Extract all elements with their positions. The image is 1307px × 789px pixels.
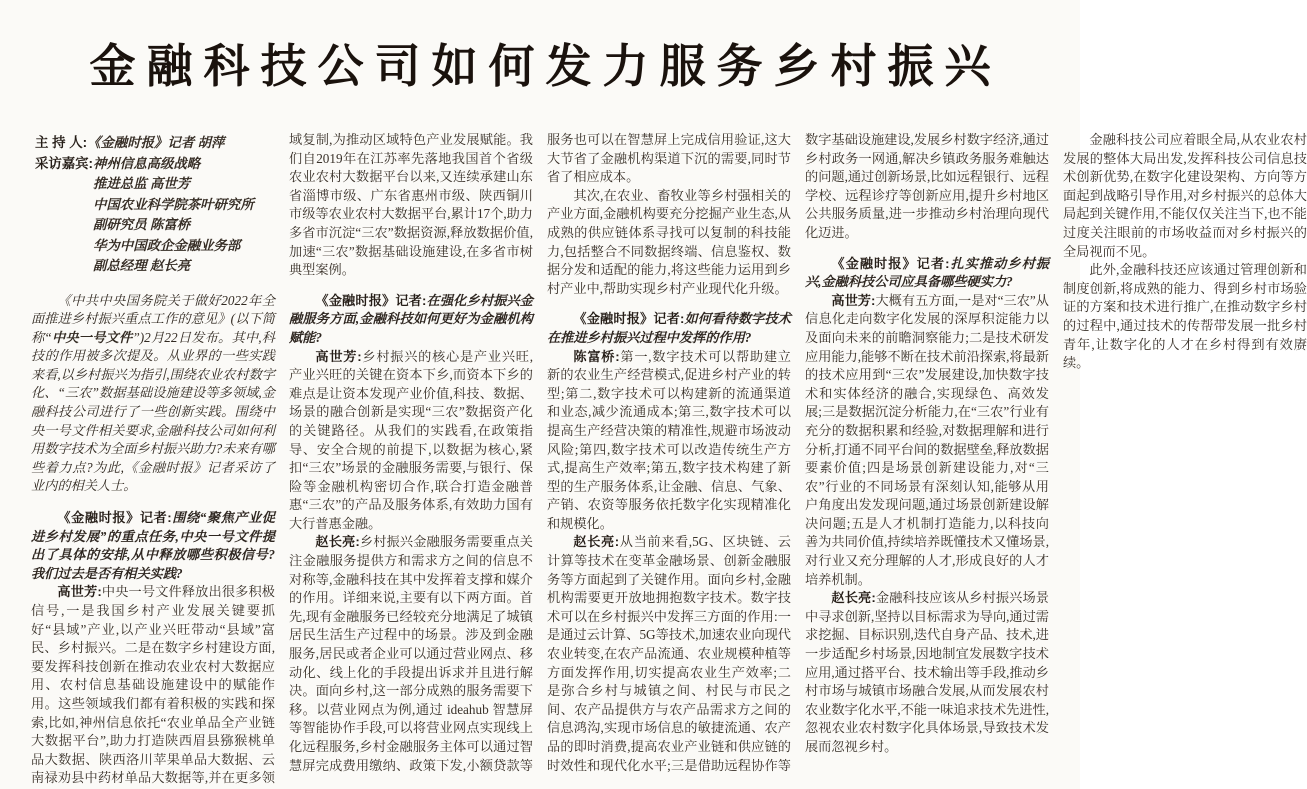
guest-line: 推进总监 高世芳 [93, 176, 191, 191]
body-paragraph [547, 187, 791, 299]
guest-line: 副研究员 陈富桥 [93, 217, 191, 232]
question-paragraph [547, 310, 791, 347]
guest-list [93, 154, 275, 277]
body-text: 其次,在农业、畜牧业等乡村强相关的产业方面,金融机构要充分挖掘产业生态,从成熟的供应链体系寻找可以复制的科技能力,包括整合不同数据终端、信息鉴权、数据分发和适配的能力,将这些能力运用到乡村产业中,帮助实现乡村产业现代化升级。 [547, 187, 791, 296]
answer-text: 中央一号文件释放出很多积极信号,一是我国乡村产业发展关键要抓好“县域”产业,以产业兴旺带动“县域”富民、乡村振兴。二是在数字乡村建设方面,要发挥科技创新在推动农业农村大数据应用、农村信息基础设施建设中的赋能作用。这些领域我们都有着积极的实践和探索,比如,神州信息依托“农业单品全产业链大数据平台”,助力打造陕西眉县猕猴桃单品大数据、陕西洛川苹果单品大数据、云南禄劝县中药材单品大数据等,并在更多领域复制,为推动区域特色产业发展赋能。我们自2019年在江苏率先落地我国首个省级农业农村大数据平台以来,又连续承建山东省淄博市级、广东省惠州市级、陕西铜川市级等农业农村大数据平台,累计17个,助力多省市沉淀“三农”数据资源,释放数据价值,加速“三农”数据基础设施建设,在多省市树典型案例。 [31, 132, 533, 786]
speaker-name: 高世芳: [831, 292, 876, 308]
question-text: 扎实推动乡村振兴,金融科技公司应具备哪些硬实力? [805, 255, 1049, 290]
speaker-name: 陈富桥: [573, 348, 620, 364]
answer-text: 第一,数字技术可以帮助建立新的农业生产经营模式,促进乡村产业的转型;第二,数字技术可以构建新的流通渠道和业态,减少流通成本;第三,数字技术可以提高生产经营决策的精准性,规避市场波动风险;第四,数字技术可以改造传统生产方式,提高生产效率;第五,数字技术构建了新型的生产服务体系,让金融、信息、气象、产销、农资等服务依托数字化实现精准化和规模化。 [547, 348, 791, 531]
question-paragraph [289, 292, 533, 348]
answer-text: 乡村振兴金融服务需要重点关注金融服务提供方和需求方之间的信息不对称等,金融科技在其中发挥着支撑和媒介的作用。详细来说,主要有以下两方面。首先,现有金融服务已经较充分地满足了城镇居民生活生产过程中的场景。涉及到金融服务,居民或者企业可以通过营业网点、移动化、线上化的手段提出诉求并且进行解决。面向乡村,这一部分成熟的服务需要下移。以营业网点为例,通过 ideahub 智慧屏等智能协作手段,可以将营业网点实现线上化远程服务,乡村金融服务主体可以通过智慧屏完成费用缴纳、政策下发,小额贷款等服务也可以在智慧屏上完成信用验证,这大大节省了金融机构渠道下沉的需要,同时节省了相应成本。 [289, 132, 791, 773]
question-paragraph [31, 509, 275, 583]
answer-paragraph [805, 589, 1049, 756]
body-text: 金融科技公司应着眼全局,从农业农村发展的整体大局出发,发挥科技公司信息技术创新优势,在数字化建设架构、方向等方面起到战略引导作用,对乡村振兴的总体大局起到关键作用,不能仅仅关注当下,也不能过度关注眼前的市场收益而对乡村振兴的全局视而不见。 [1063, 132, 1307, 259]
intro-text-post: ”)2月22日发布。其中,科技的作用被多次提及。从业界的一些实践来看,以乡村振兴为指引,围绕农业农村数字化、“三农”数据基础设施建设等多领域,金融科技公司进行了一些创新实践。围绕中央一号文件相关要求,金融科技公司如何利用数字技术为全面乡村振兴助力?未来有哪些着力点?为此,《金融时报》记者采访了业内的相关人士。 [31, 329, 275, 494]
intro-text-bold: 中央一号文件 [51, 329, 133, 345]
speaker-name: 高世芳: [57, 584, 102, 600]
body-text: 此外,金融科技还应该通过管理创新和制度创新,将成熟的能力、得到乡村市场验证的方案和技术进行推广,在推动数字乡村的过程中,通过技术的传帮带发展一批乡村青年,让数字化的人才在乡村得到有效赓续。 [1063, 262, 1307, 371]
speaker-name: 赵长亮: [315, 534, 360, 550]
interview-meta [35, 133, 275, 277]
reporter-label: 《金融时报》记者: [831, 255, 950, 271]
guest-line: 副总经理 赵长亮 [93, 258, 191, 273]
reporter-label: 《金融时报》记者: [573, 311, 685, 327]
reporter-label: 《金融时报》记者: [315, 292, 427, 308]
reporter-label: 《金融时报》记者: [57, 510, 172, 526]
intro-text-pre: 《中共中央国务院关于做好2022年全面推进乡村振兴重点工作的意见》(以下简称“ [31, 292, 275, 345]
guest-line: 华为中国政企金融业务部 [93, 237, 241, 253]
answer-text: 大概有五方面,一是对“三农”从信息化走向数字化发展的深厚积淀能力以及面向未来的前瞻洞察能力;二是技术研发应用能力,能够不断在技术前沿探索,将最新的技术应用到“三农”发展建设,加快数字技术和实体经济的融合,实现绿色、高效发展;三是数据沉淀分析能力,在“三农”行业有充分的数据积累和经验,对数据理解和进行分析,打通不同平台间的数据壁垒,释放数据要素价值;四是场景创新建设能力,对“三农”行业的不同场景有深刻认知,能够从用户角度出发发现问题,通过场景创新建设解决问题;五是人才机制打造能力,以科技向善为共同价值,持续培养既懂技术又懂场景,对行业又充分理解的人才,形成良好的人才培养机制。 [805, 292, 1049, 587]
body-paragraph [1063, 261, 1307, 373]
speaker-name: 赵长亮: [831, 590, 876, 606]
question-text: 在强化乡村振兴金融服务方面,金融科技如何更好为金融机构赋能? [289, 292, 533, 345]
guests-line [35, 154, 275, 277]
speaker-name: 高世芳: [315, 348, 362, 364]
intro-paragraph [31, 292, 275, 497]
answer-paragraph [547, 348, 791, 534]
answer-text: 乡村振兴的核心是产业兴旺,产业兴旺的关键在资本下乡,而资本下乡的难点是让资本发现产业价值,科技、数据、场景的融合创新是实现“三农”数据资产化的关键路径。从我们的实践看,在政策指导、安全合规的前提下,以数据为核心,紧扣“三农”场景的金融服务需要,与银行、保险等金融机构密切合作,联合打造金融普惠“三农”的产品及服务体系,有效助力国有大行普惠金融。 [289, 348, 533, 531]
question-text: 围绕“聚焦产业促进乡村发展”的重点任务,中央一号文件提出了具体的安排,从中释放哪些积极信号?我们过去是否有相关实践? [31, 510, 275, 581]
host-value: 《金融时报》记者 胡萍 [87, 135, 225, 150]
host-line [35, 133, 275, 154]
speaker-name: 赵长亮: [573, 534, 620, 550]
article-title: 金融科技公司如何发力服务乡村振兴 [89, 41, 1002, 92]
guest-line: 中国农业科学院茶叶研究所 [93, 196, 254, 212]
answer-text: 从当前来看,5G、区块链、云计算等技术在变革金融场景、创新金融服务等方面起到了关键作用。面向乡村,金融机构需要更开放地拥抱数字技术。数字技术可以在乡村振兴中发挥三方面的作用:一是通过云计算、5G等技术,加速农业向现代农业转变,在农产品流通、农业规模种植等方面发挥作用,切实提高农业生产效率;二是弥合乡村与城镇之间、村民与市民之间、农产品提供方与农产品需求方之间的信息鸿沟,实现市场信息的敏捷流通、农产品的即时消费,提高农业产业链和供应链的时效性和现代化水平;三是借助远程协作等数字基础设施建设,发展乡村数字经济,通过乡村政务一网通,解决乡镇政务服务难触达的问题,通过创新场景,比如远程银行、远程学校、远程诊疗等创新应用,提升乡村地区公共服务质量,进一步推动乡村治理向现代化迈进。 [547, 132, 1049, 773]
article-columns [31, 131, 1307, 789]
body-paragraph [1063, 131, 1307, 261]
answer-paragraph [805, 292, 1049, 590]
answer-paragraph [289, 348, 533, 534]
host-label: 主 持 人: [35, 135, 88, 150]
guest-line: 神州信息高级战略 [93, 155, 201, 171]
question-paragraph [805, 255, 1049, 292]
answer-text: 金融科技应该从乡村振兴场景中寻求创新,坚持以目标需求为导向,通过需求挖掘、目标识别,迭代自身产品、技术,进一步适配乡村场景,因地制宜发展数字技术应用,通过搭平台、技术输出等手段,推动乡村市场与城镇市场融合发展,从而发展农村农业数字化水平,不能一味追求技术先进性,忽视农业农村数字化具体场景,导致技术发展而忽视乡村。 [805, 590, 1049, 754]
guests-label: 采访嘉宾: [35, 155, 94, 171]
question-text: 如何看待数字技术在推进乡村振兴过程中发挥的作用? [547, 311, 791, 345]
